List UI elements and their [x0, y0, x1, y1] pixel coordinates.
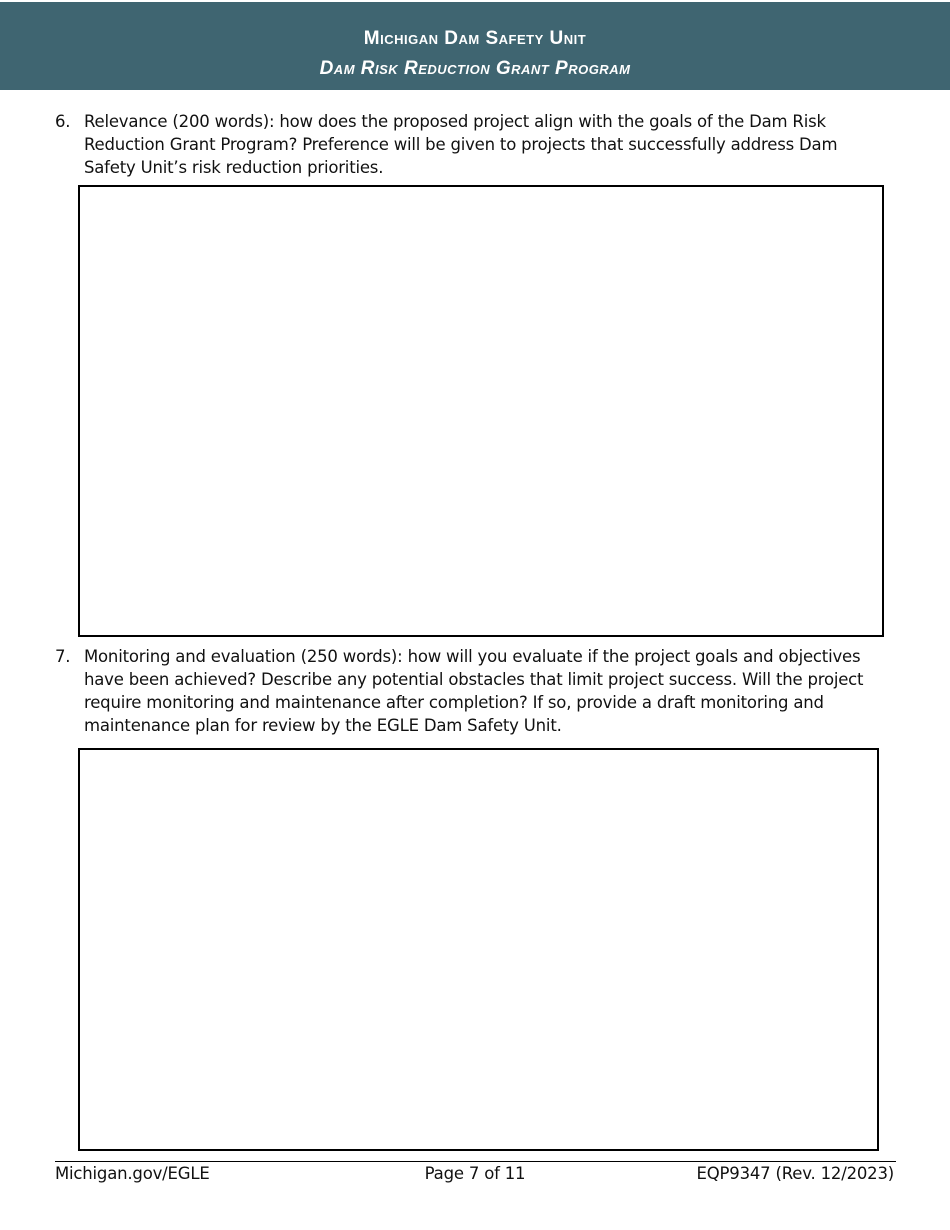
question-7 [55, 645, 885, 737]
header-banner [0, 2, 950, 90]
question-6-text: Relevance (200 words): how does the proposed project align with the goals of the Dam Risk Reduction Grant Program? Preference will be given to projects that successfully address Dam Safety Unit’s risk reduction priorities. [84, 112, 838, 177]
question-7-text: Monitoring and evaluation (250 words): how will you evaluate if the project goals and objectives have been achieved? Describe any potential obstacles that limit project success. Will the project require monitoring and maintenance after completion? If so, provide a draft monitoring and maintenance plan for review by the EGLE Dam Safety Unit. [84, 647, 864, 735]
question-6 [55, 110, 885, 180]
footer-website: Michigan.gov/EGLE [55, 1164, 210, 1183]
footer-divider [55, 1161, 896, 1162]
question-6-answer-field[interactable] [78, 185, 884, 637]
footer-page-number: Page 7 of 11 [424, 1164, 526, 1183]
question-7-answer-field[interactable] [78, 748, 879, 1151]
question-6-number: 6. [55, 112, 71, 131]
header-subtitle: Dam Risk Reduction Grant Program [319, 58, 631, 79]
question-7-number: 7. [55, 647, 71, 666]
header-title: Michigan Dam Safety Unit [363, 28, 587, 49]
footer-form-id: EQP9347 (Rev. 12/2023) [696, 1164, 894, 1183]
